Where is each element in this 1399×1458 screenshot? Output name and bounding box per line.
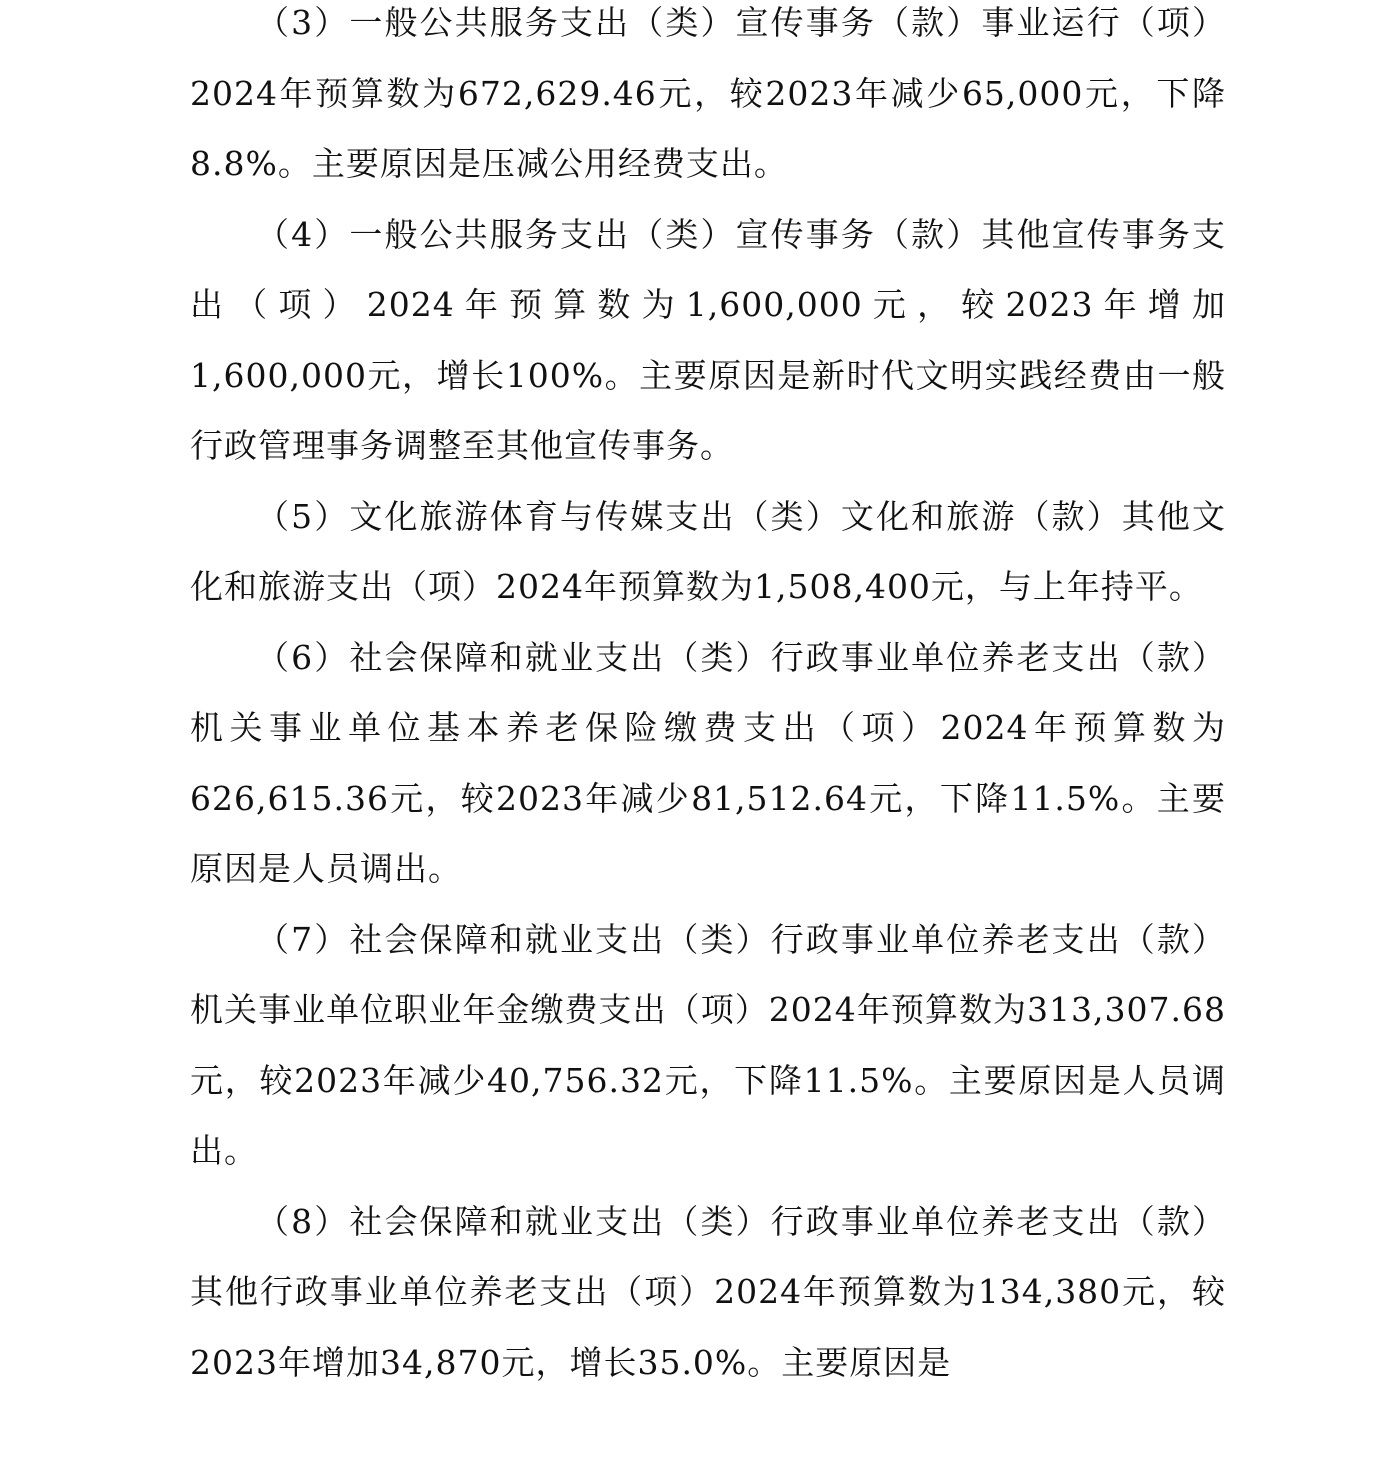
paragraph-item-7: （7）社会保障和就业支出（类）行政事业单位养老支出（款）机关事业单位职业年金缴费支出（项）2024年预算数为313,307.68元，较2023年减少40,756.32元，下降11.5%。主要原因是人员调出。	[190, 919, 1226, 1170]
paragraph-item-5: （5）文化旅游体育与传媒支出（类）文化和旅游（款）其他文化和旅游支出（项）2024年预算数为1,508,400元，与上年持平。	[190, 496, 1226, 606]
document-body	[190, 0, 1226, 1398]
paragraph-item-8: （8）社会保障和就业支出（类）行政事业单位养老支出（款）其他行政事业单位养老支出（项）2024年预算数为134,380元，较2023年增加34,870元，增长35.0%。主要原因是	[190, 1201, 1226, 1382]
paragraph-item-3: （3）一般公共服务支出（类）宣传事务（款）事业运行（项）2024年预算数为672,629.46元，较2023年减少65,000元，下降8.8%。主要原因是压减公用经费支出。	[190, 3, 1226, 183]
paragraph-item-4: （4）一般公共服务支出（类）宣传事务（款）其他宣传事务支出（项）2024年预算数为1,600,000元，较2023年增加1,600,000元，增长100%。主要原因是新时代文明实践经费由一般行政管理事务调整至其他宣传事务。	[190, 214, 1226, 465]
paragraph-item-6: （6）社会保障和就业支出（类）行政事业单位养老支出（款）机关事业单位基本养老保险缴费支出（项）2024年预算数为626,615.36元，较2023年减少81,512.64元，下降11.5%。主要原因是人员调出。	[190, 637, 1226, 888]
